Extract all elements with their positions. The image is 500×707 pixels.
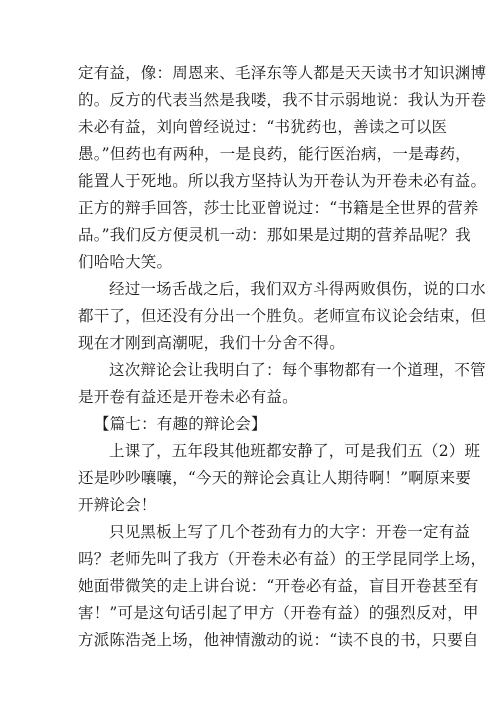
text-line: 方派陈浩尧上场，他神情激动的说：“读不良的书，只要自 [78, 631, 479, 649]
text-line: 正方的辩手回答，莎士比亚曾说过：“书籍是全世界的营养 [78, 199, 479, 217]
text-line: 吗？老师先叫了我方（开卷未必有益）的王学昆同学上场， [78, 550, 487, 568]
text-line: 她面带微笑的走上讲台说：“开卷必有益，盲目开卷甚至有 [78, 577, 479, 595]
text-line: 现在才刚到高潮呢，我们十分舍不得。 [78, 334, 345, 352]
document-body [78, 60, 487, 654]
text-line: 是开卷有益还是开卷未必有益。 [78, 388, 298, 406]
text-line: 这次辩论会让我明白了：每个事物都有一个道理，不管 [109, 361, 486, 379]
text-line: 上课了，五年段其他班都安静了，可是我们五（2）班 [109, 442, 481, 460]
text-line: 都干了，但还没有分出一个胜负。老师宣布议论会结束，但 [78, 307, 487, 325]
text-line: 愚。”但药也有两种，一是良药，能行医治病，一是毒药， [78, 145, 471, 163]
text-line: 的。反方的代表当然是我喽，我不甘示弱地说：我认为开卷 [78, 91, 487, 109]
text-line: 只见黑板上写了几个苍劲有力的大字：开卷一定有益 [109, 523, 471, 541]
text-line: 未必有益，刘向曾经说过：“书犹药也，善读之可以医 [78, 118, 448, 136]
text-line: 定有益，像：周恩来、毛泽东等人都是天天读书才知识渊博 [78, 64, 487, 82]
text-line: 品。”我们反方便灵机一动：那如果是过期的营养品呢？我 [78, 226, 471, 244]
text-line: 害！”可是这句话引起了甲方（开卷有益）的强烈反对，甲 [78, 604, 479, 622]
text-line: 还是吵吵嚷嚷，“今天的辩论会真让人期待啊！”啊原来要 [78, 469, 472, 487]
section-heading: 【篇七：有趣的辩论会】 [94, 415, 267, 433]
text-line: 能置人于死地。所以我方坚持认为开卷认为开卷未必有益。 [78, 172, 487, 190]
text-line: 开辨论会！ [78, 496, 157, 514]
text-line: 经过一场舌战之后，我们双方斗得两败俱伤，说的口水 [109, 280, 486, 298]
text-line: 们哈哈大笑。 [78, 253, 173, 271]
